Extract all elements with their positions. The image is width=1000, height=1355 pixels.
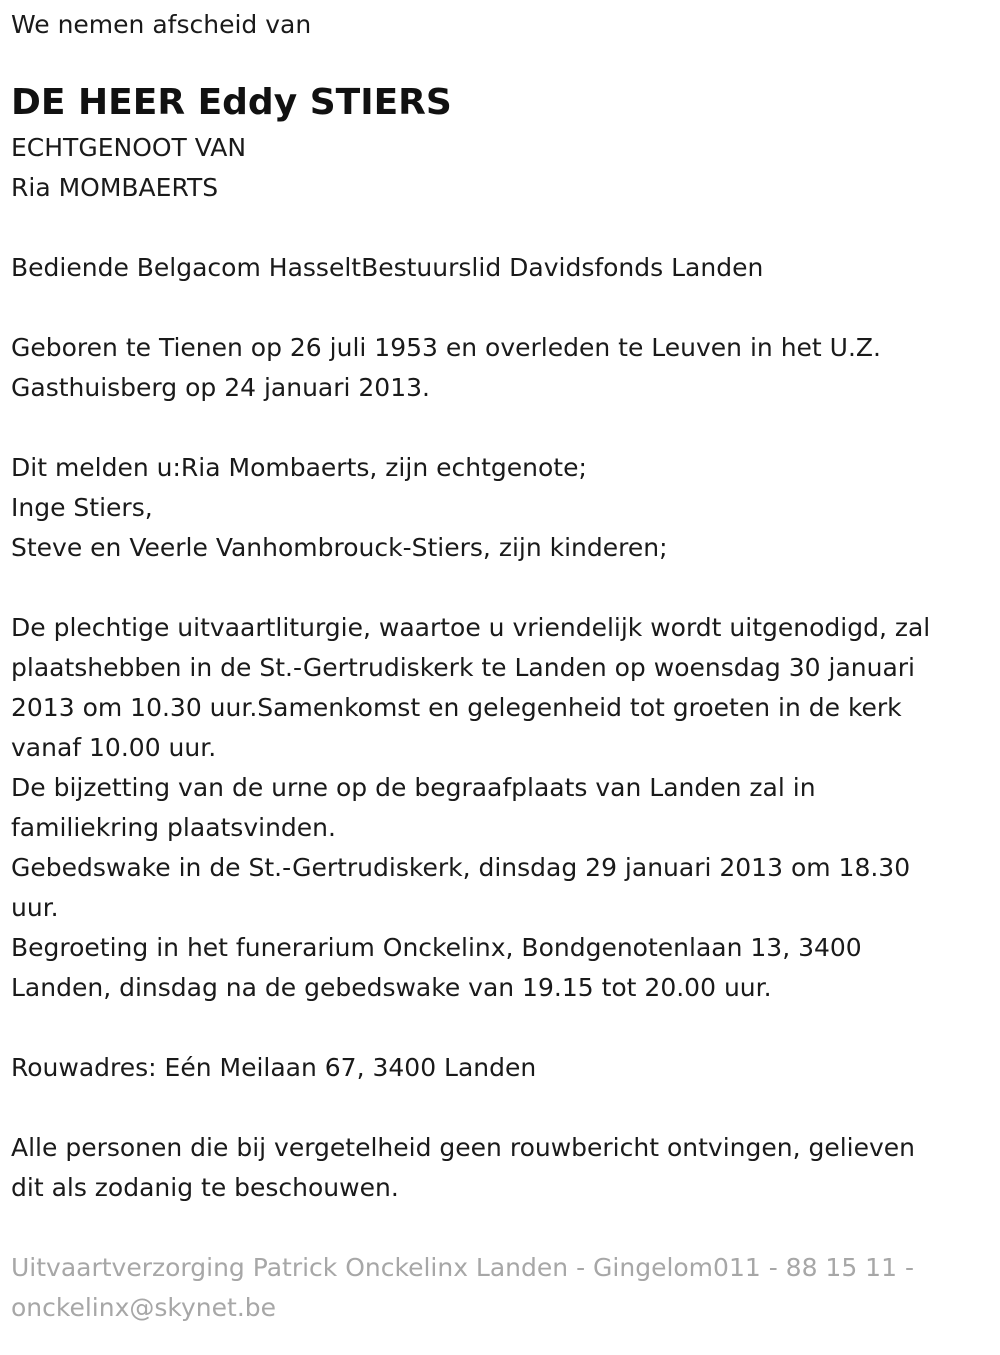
ceremony-line: Begroeting in het funerarium Onckelinx, Bondgenotenlaan 13, 3400 [11, 933, 862, 962]
ceremony-line: Landen, dinsdag na de gebedswake van 19.15 tot 20.00 uur. [11, 973, 772, 1002]
ceremony-block [11, 608, 990, 1008]
spouse-name: Ria MOMBAERTS [11, 173, 219, 202]
ceremony-line: uur. [11, 893, 59, 922]
deceased-name: DE HEER Eddy STIERS [11, 82, 452, 123]
notice-block [11, 1128, 990, 1208]
funeral-home-footer [11, 1248, 990, 1328]
obituary-page [0, 5, 1000, 1355]
ceremony-line: plaatshebben in de St.-Gertrudiskerk te Landen op woensdag 30 januari [11, 653, 916, 682]
birth-death-line: Gasthuisberg op 24 januari 2013. [11, 373, 430, 402]
spouse-label: ECHTGENOOT VAN [11, 133, 247, 162]
notice-line: dit als zodanig te beschouwen. [11, 1173, 399, 1202]
ceremony-line: De bijzetting van de urne op de begraafplaats van Landen zal in [11, 773, 816, 802]
notice-line: Alle personen die bij vergetelheid geen rouwbericht ontvingen, gelieven [11, 1133, 916, 1162]
ceremony-line: vanaf 10.00 uur. [11, 733, 217, 762]
announced-by-line: Inge Stiers, [11, 493, 153, 522]
ceremony-line: De plechtige uitvaartliturgie, waartoe u vriendelijk wordt uitgenodigd, zal [11, 613, 931, 642]
ceremony-line: Gebedswake in de St.-Gertrudiskerk, dinsdag 29 januari 2013 om 18.30 [11, 853, 911, 882]
announced-by-line: Steve en Veerle Vanhombrouck-Stiers, zijn kinderen; [11, 533, 668, 562]
occupation-block [11, 248, 990, 288]
ceremony-line: 2013 om 10.30 uur.Samenkomst en gelegenheid tot groeten in de kerk [11, 693, 902, 722]
announced-by-line: Dit melden u:Ria Mombaerts, zijn echtgenote; [11, 453, 587, 482]
spouse-block [11, 128, 990, 208]
footer-line: Uitvaartverzorging Patrick Onckelinx Landen - Gingelom011 - 88 15 11 - [11, 1253, 914, 1282]
ceremony-line: familiekring plaatsvinden. [11, 813, 336, 842]
intro-text: We nemen afscheid van [11, 10, 312, 39]
occupation-text: Bediende Belgacom HasseltBestuurslid Davidsfonds Landen [11, 253, 764, 282]
announced-by-block [11, 448, 990, 568]
birth-death-line: Geboren te Tienen op 26 juli 1953 en overleden te Leuven in het U.Z. [11, 333, 881, 362]
footer-email[interactable]: onckelinx@skynet.be [11, 1293, 277, 1322]
birth-death-block [11, 328, 990, 408]
mourning-address-block [11, 1048, 990, 1088]
mourning-address: Rouwadres: Eén Meilaan 67, 3400 Landen [11, 1053, 537, 1082]
